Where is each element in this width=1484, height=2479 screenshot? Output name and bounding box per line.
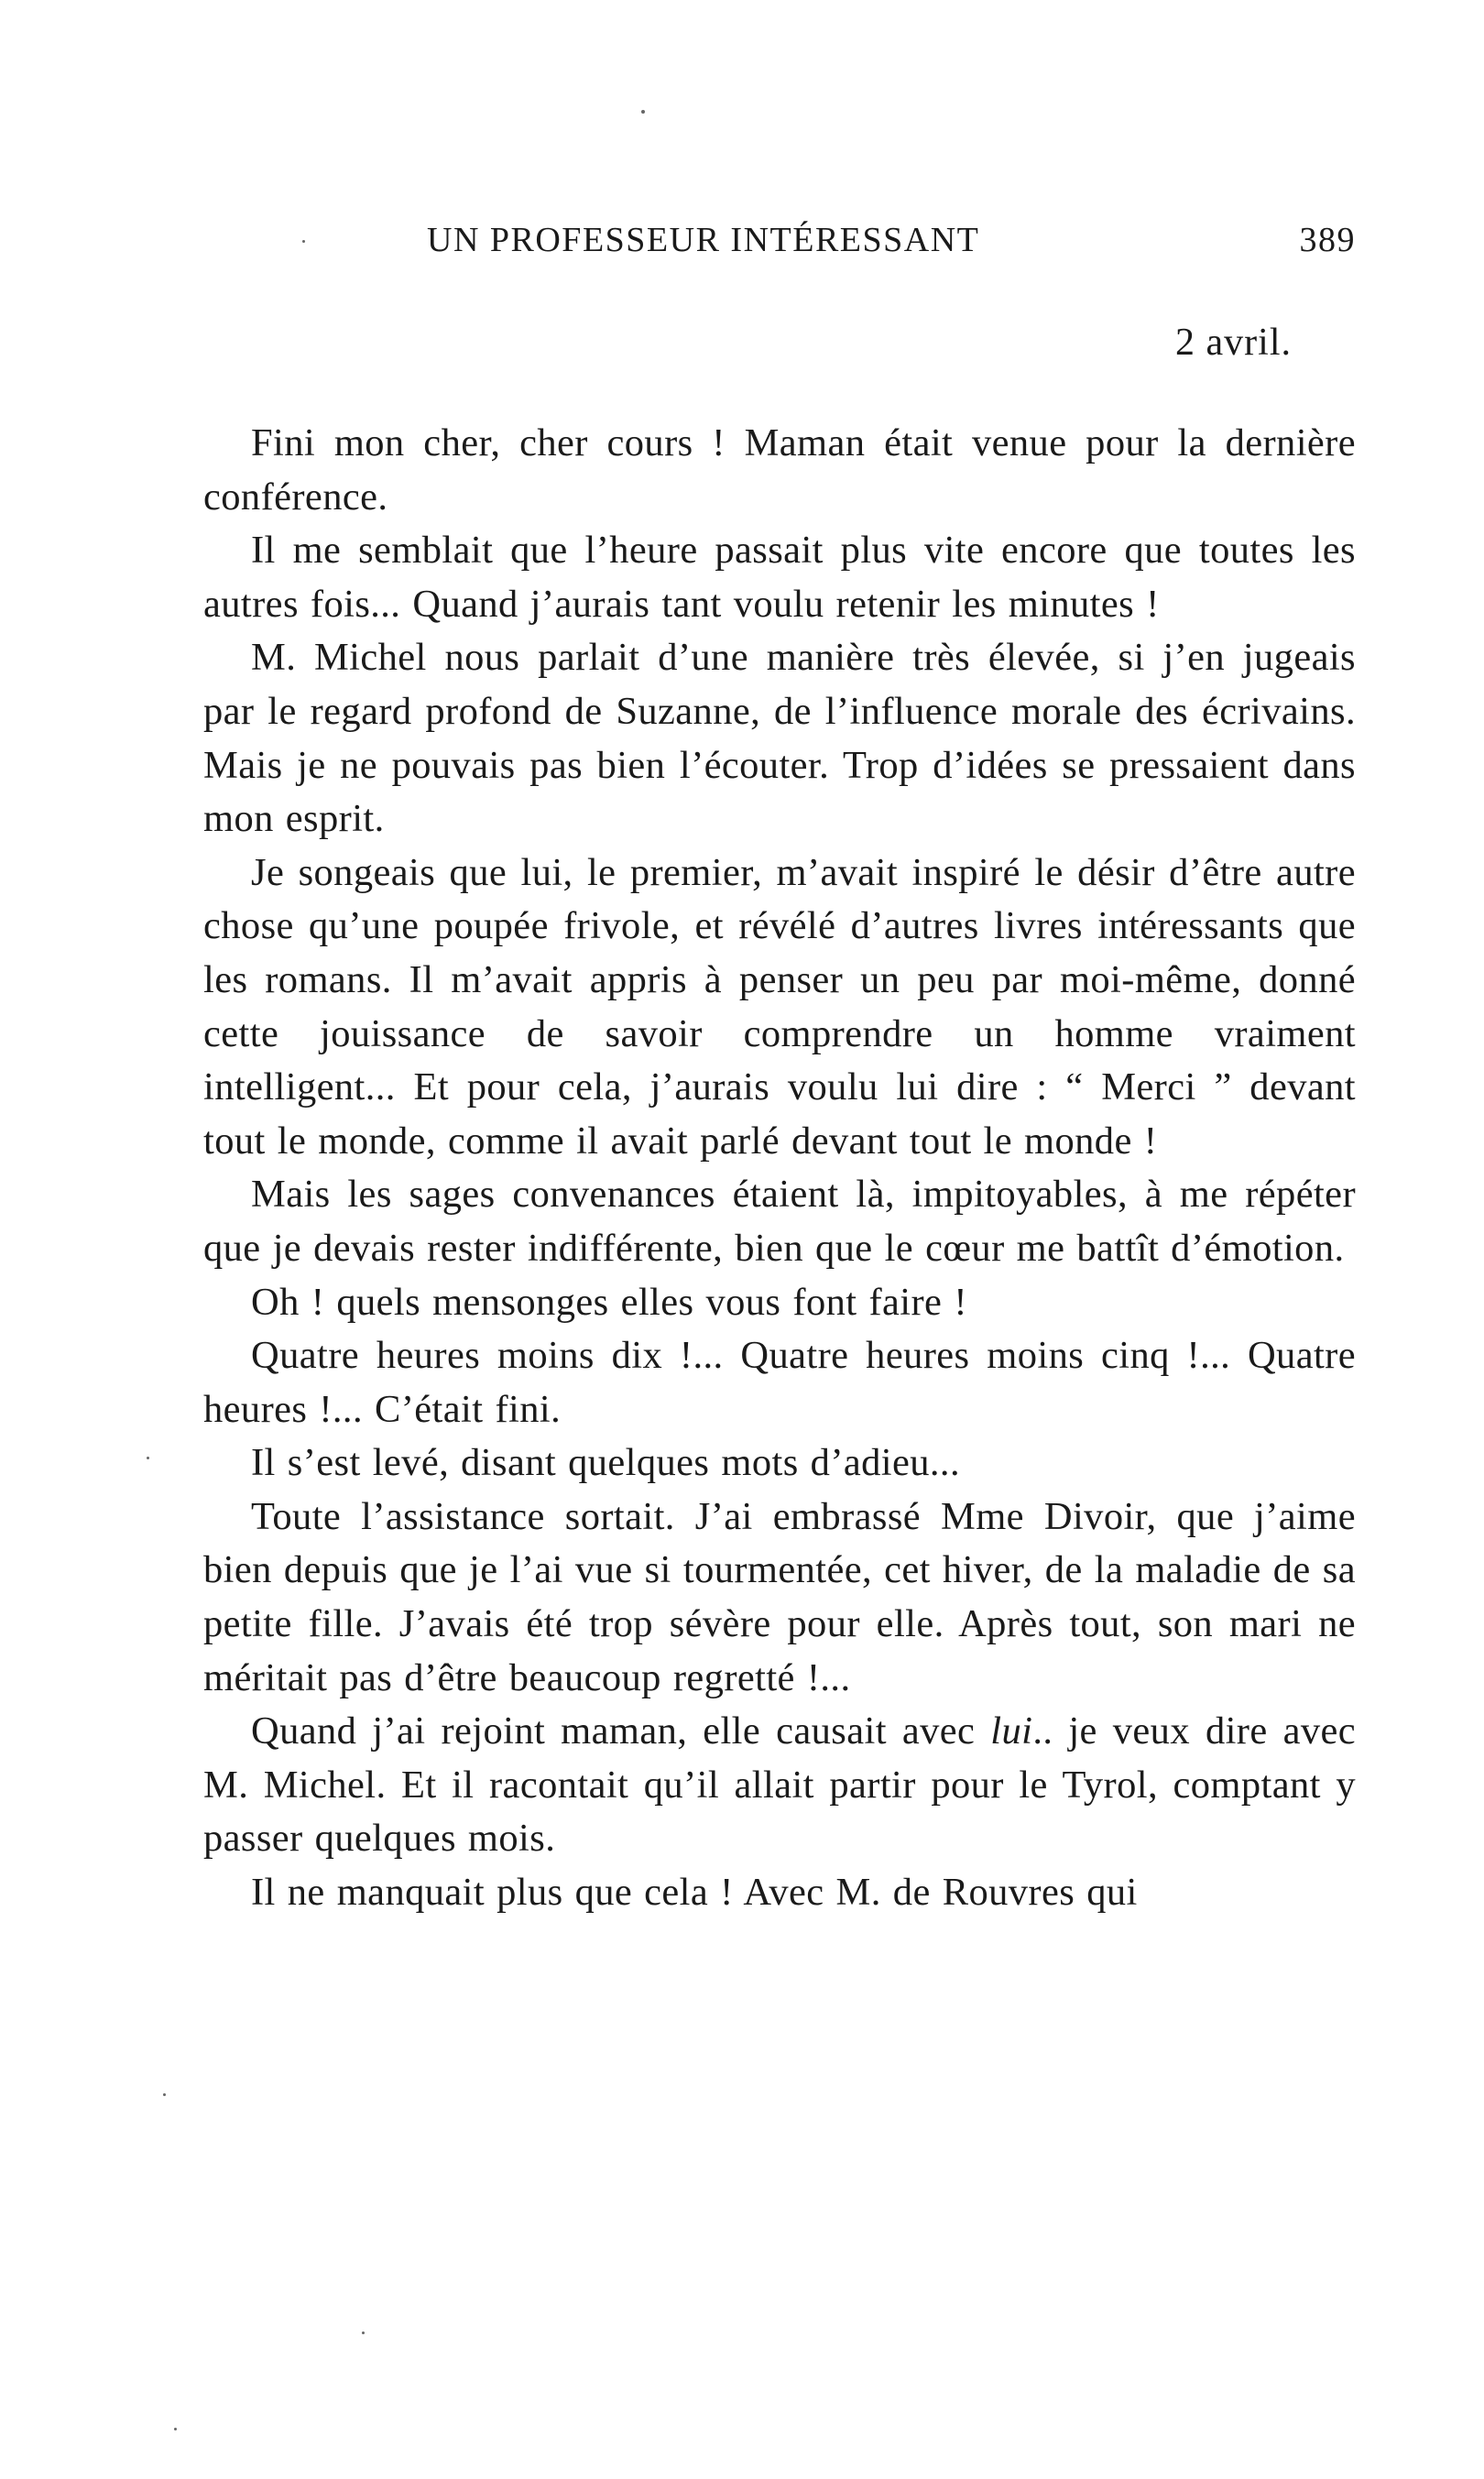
paragraph: Fini mon cher, cher cours ! Maman était venue pour la dernière conférence. bbox=[203, 421, 1356, 519]
dateline: 2 avril. bbox=[1175, 322, 1292, 364]
paragraph: Il me semblait que l’heure passait plus vite encore que toutes les autres fois... Quand j’aurais tant voulu retenir les minutes ! bbox=[203, 529, 1356, 626]
print-speck bbox=[302, 240, 305, 243]
page-header bbox=[202, 220, 1356, 275]
paragraph: Toute l’assistance sortait. J’ai embrassé Mme Divoir, que j’aime bien depuis que je l’ai vue si tourmentée, cet hiver, de la maladie de sa petite fille. J’avais été trop sévère pour elle. Après tout, son mari ne méritait pas d’être beaucoup regretté !... bbox=[203, 1494, 1356, 1699]
paragraph: Mais les sages convenances étaient là, impitoyables, à me répéter que je devais rester indifférente, bien que le cœur me battît d’émotion. bbox=[203, 1173, 1356, 1270]
print-speck bbox=[362, 2332, 365, 2334]
paragraph: Il s’est levé, disant quelques mots d’adieu... bbox=[251, 1441, 960, 1485]
body-text bbox=[203, 417, 1356, 1920]
paragraph bbox=[203, 1705, 1356, 1866]
print-speck bbox=[163, 2093, 166, 2096]
paragraph: Oh ! quels mensonges elles vous font faire ! bbox=[251, 1280, 967, 1324]
paragraph-text: .. je veux dire avec M. Michel. Et il racontait qu’il allait partir pour le Tyrol, comptant y passer quelques mois. bbox=[203, 1709, 1357, 1861]
print-speck bbox=[147, 1457, 149, 1459]
paragraph: M. Michel nous parlait d’une manière très élevée, si j’en jugeais par le regard profond de Suzanne, de l’influence morale des écrivains. Mais je ne pouvais pas bien l’écouter. Trop d’idées se pressaient dans mon esprit. bbox=[203, 636, 1356, 841]
paragraph-text: Quand j’ai rejoint maman, elle causait avec bbox=[251, 1709, 991, 1753]
page-number: 389 bbox=[1299, 221, 1356, 259]
paragraph: Il ne manquait plus que cela ! Avec M. de Rouvres qui bbox=[251, 1871, 1138, 1915]
print-speck bbox=[641, 110, 645, 114]
paragraph: Je songeais que lui, le premier, m’avait inspiré le désir d’être autre chose qu’une poupée frivole, et révélé d’autres livres intéressants que les romans. Il m’avait appris à penser un peu par moi-même, donné cette jouissance de savoir comprendre un homme vraiment intelligent... Et pour cela, j’aurais voulu lui dire : “ Merci ” devant tout le monde, comme il avait parlé devant tout le monde ! bbox=[203, 850, 1356, 1163]
paragraph: Quatre heures moins dix !... Quatre heures moins cinq !... Quatre heures !... C’était fini. bbox=[203, 1334, 1356, 1431]
italic-word: lui bbox=[990, 1709, 1033, 1753]
running-title: UN PROFESSEUR INTÉRESSANT bbox=[427, 221, 980, 259]
print-speck bbox=[174, 2428, 177, 2430]
